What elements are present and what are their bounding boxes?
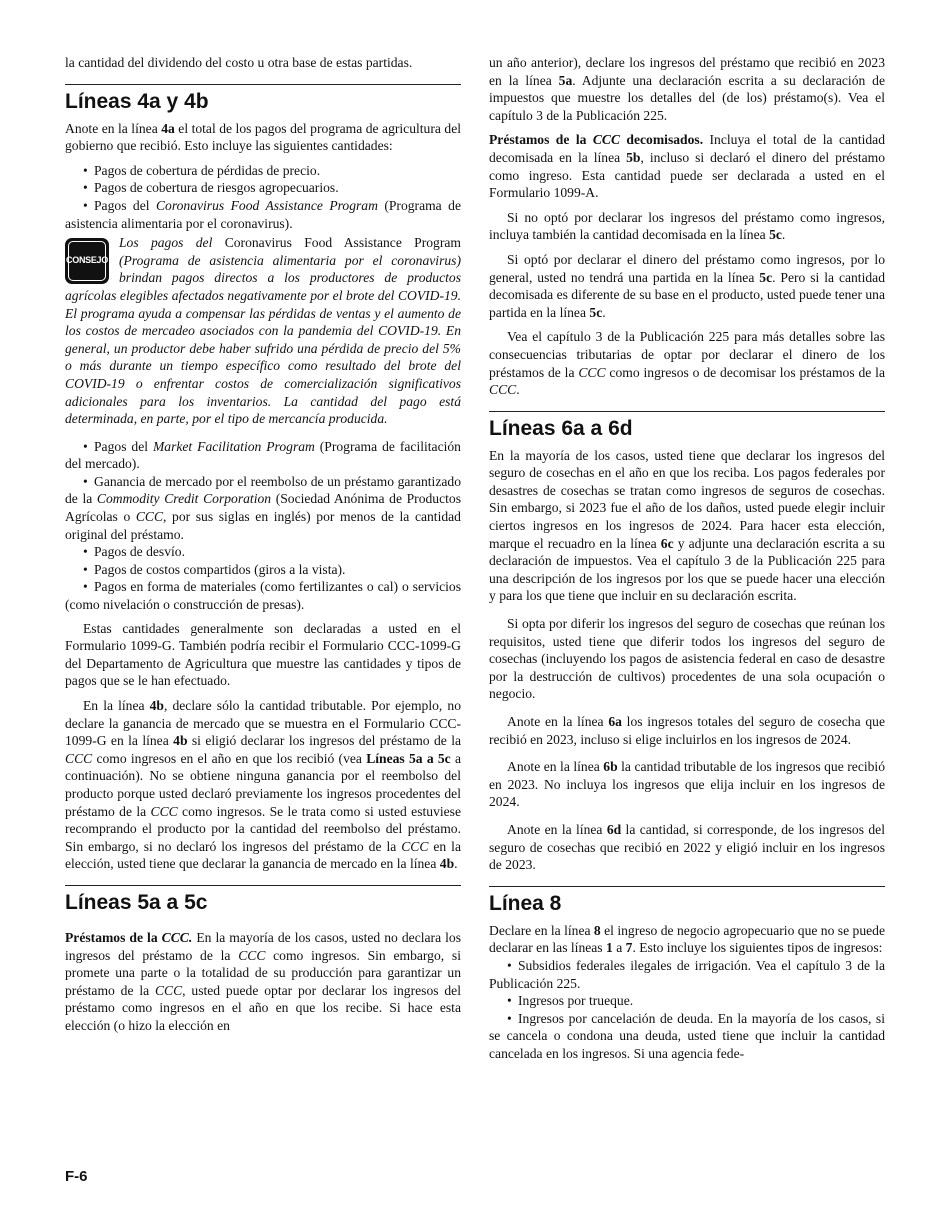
list-item: • Pagos de costos compartidos (giros a la vista). [83,561,346,577]
consejo-icon [65,238,109,284]
paragraph-si-opto: Si optó por declarar el dinero del préstamo como ingresos, por lo general, usted no tendrá una partida en la línea 5c. Pero si la cantidad decomisada es diferente de su base en el producto, usted puede tener una partida en la línea 5c. [489,251,885,320]
bullet-icon: • [83,473,88,489]
bullet-icon: • [83,544,88,560]
paragraph-prestamos-ccc: Préstamos de la CCC. En la mayoría de los casos, usted no declara los ingresos del préstamo de la CCC como ingresos. Sin embargo, si promete una parte o la totalidad de su producción para garantizar un préstamo de la CCC, usted puede optar por declarar los ingresos del préstamo como ingresos en el año en que los recibe. Si hace esta elección (o hizo la elección en [65,929,461,1033]
heading-lineas-6a-6d: Líneas 6a a 6d [489,416,633,440]
bullet-icon: • [83,561,88,577]
paragraph-no-opto: Si no optó por declarar los ingresos del préstamo como ingresos, incluya también la cantidad decomisada en la línea 5c. [489,209,885,243]
list-item: • Pagos del Coronavirus Food Assistance Program (Programa de asistencia alimentaria por el coronavirus). [65,197,461,231]
list-item: • Pagos en forma de materiales (como fertilizantes o cal) o servicios (como nivelación o construcción de presas). [65,579,461,613]
paragraph-diferir: Si opta por diferir los ingresos del seguro de cosechas que reúnan los requisitos, usted tiene que diferir todos los ingresos del seguro de cosechas (incluyendo los pagos de asistencia federal en caso de desastre por la destrucción de cultivos) procedentes de una sola ocupación o negocio. [489,616,885,702]
list-item: • Ingresos por trueque. [507,993,634,1009]
paragraph-linea-8: Declare en la línea 8 el ingreso de negocio agropecuario que no se puede declarar en las líneas 1 a 7. Esto incluye los siguientes tipos de ingresos: [489,922,885,956]
bullet-icon: • [83,180,88,196]
paragraph-amounts: Estas cantidades generalmente son declaradas a usted en el Formulario 1099-G. También podría recibir el Formulario CCC-1099-G del Departamento de Agricultura que muestre las cantidades y tipos de pagos que se le han efectuado. [65,620,461,689]
paragraph-linea-6b: Anote en la línea 6b la cantidad tributable de los ingresos que recibió en 2023. No incluya los ingresos que elija incluir en los ingresos de 2024. [489,759,885,810]
paragraph-linea-6d: Anote en la línea 6d la cantidad, si corresponde, de los ingresos del seguro de cosechas que recibió en 2022 y eligió incluir en los ingresos de 2023. [489,821,885,873]
list-item: • Subsidios federales ilegales de irrigación. Vea el capítulo 3 de la Publicación 225. [489,957,885,991]
bullet-icon: • [83,438,88,454]
page-number: F-6 [65,1168,88,1185]
bullet-icon: • [507,1010,512,1026]
paragraph-prestamos-decomisados: Préstamos de la CCC decomisados. Incluya el total de la cantidad decomisada en la línea 5b, incluso si declaró el dinero del préstamo como ingreso. Esta cantidad puede ser declarada a usted en el Formulario 1099-A. [489,132,885,201]
paragraph-linea-4b: En la línea 4b, declare sólo la cantidad tributable. Por ejemplo, no declare la ganancia de mercado que se muestra en el Formulario CCC-1099-G en la línea 4b si eligió declarar los ingresos del préstamo de la CCC como ingresos en el año en que los recibió (vea Líneas 5a a 5c a continuación). No se obtiene ninguna ganancia por el reembolso del producto porque usted declaró previamente los ingresos procedentes del préstamo de la CCC como ingresos. Se le trata como si usted estuviese recomprando el producto por la cantidad del reembolso del préstamo. Sin embargo, si no declaró los ingresos del préstamo de la CCC en la elección, usted tiene que declarar la ganancia de mercado en la línea 4b. [65,698,462,872]
paragraph-continued: un año anterior), declare los ingresos del préstamo que recibió en 2023 en la línea 5a. Adjunte una declaración escrita a su declaración de impuestos que muestre los detalles del (de los) préstamo(s). Vea el capítulo 3 de la Publicación 225. [489,55,885,123]
bullet-icon: • [83,197,88,213]
bullet-icon: • [507,957,512,973]
heading-lineas-4a-4b: Líneas 4a y 4b [65,89,209,113]
list-item: • Pagos de desvío. [83,544,185,560]
bullet-icon: • [83,162,88,178]
list-item: • Pagos del Market Facilitation Program (Programa de facilitación del mercado). [65,438,461,472]
section-divider [65,84,461,85]
section-divider [65,885,461,886]
list-4a-payments [65,162,461,232]
section-divider [489,886,885,887]
list-item: • Ingresos por cancelación de deuda. En la mayoría de los casos, si se cancela o condona una deuda, usted tiene que incluir la cantidad cancelada en los ingresos. Si una agencia fede- [489,1010,885,1061]
tip-text: Los pagos del Coronavirus Food Assistance Program (Programa de asistencia alimentaria por el coronavirus) brindan pagos directos a los productores de productos agrícolas elegibles afectados negativamente por el brote del COVID-19. El programa ayuda a compensar las pérdidas de ventas y el aumento de los costos de mercadeo asociados con la pandemia del COVID-19. En general, un productor debe haber sufrido una pérdida de precio del 5% o más durante un tiempo específico como resultado del brote del COVID-19 o enfrentar costos de comercialización significativos adicionales para los inventarios. La cantidad del pago está determinada, en parte, por el tipo de mercancía producida. [65,235,461,427]
paragraph-linea-6a: Anote en la línea 6a los ingresos totales del seguro de cosecha que recibió en 2023, incluso si elige incluirlos en los ingresos de 2024. [489,714,885,747]
right-column [489,54,885,1069]
paragraph-seguro-cosechas: En la mayoría de los casos, usted tiene que declarar los ingresos del seguro de cosechas en el año en que los reciba. Los pagos federales por desastres de cosechas se tratan como ingresos de seguros de cosechas. Sin embargo, si 2023 fue el año de los daños, usted puede elegir incluir ciertos ingresos en los ingresos de 2024. Para hacer esta elección, marque el recuadro en la línea 6c y adjunte una declaración escrita a su declaración de impuestos. Vea el capítulo 3 de la Publicación 225 para una descripción de los ingresos por los que se puede hacer una elección y para los que tiene que incluir en su declaración escrita. [489,447,885,604]
list-4a-payments-continued [65,438,461,614]
bullet-icon: • [507,993,512,1009]
heading-linea-8: Línea 8 [489,891,562,915]
paragraph-linea-4a: Anote en la línea 4a el total de los pagos del programa de agricultura del gobierno que recibió. Esto incluye las siguientes cantidades: [65,120,462,154]
left-column [65,54,461,1042]
consejo-label: CONSEJO [68,241,106,281]
intro-paragraph: la cantidad del dividendo del costo u otra base de estas partidas. [65,55,413,70]
heading-lineas-5a-5c: Líneas 5a a 5c [65,890,208,914]
section-divider [489,411,885,412]
list-linea-8-income [489,957,885,1063]
paragraph-vea-capitulo: Vea el capítulo 3 de la Publicación 225 para más detalles sobre las consecuencias tributarias de optar por declarar el dinero de los préstamos de la CCC como ingresos o de decomisar los préstamos de la CCC. [489,329,885,398]
list-item: • Pagos de cobertura de riesgos agropecuarios. [83,180,339,196]
list-item: • Pagos de cobertura de pérdidas de precio. [83,162,321,178]
tip-box [65,234,461,428]
bullet-icon: • [83,579,88,595]
list-item: • Ganancia de mercado por el reembolso de un préstamo garantizado de la Commodity Credit Corporation (Sociedad Anónima de Productos Agrícolas o CCC, por sus siglas en inglés) por menos de la cantidad original del préstamo. [65,473,461,542]
